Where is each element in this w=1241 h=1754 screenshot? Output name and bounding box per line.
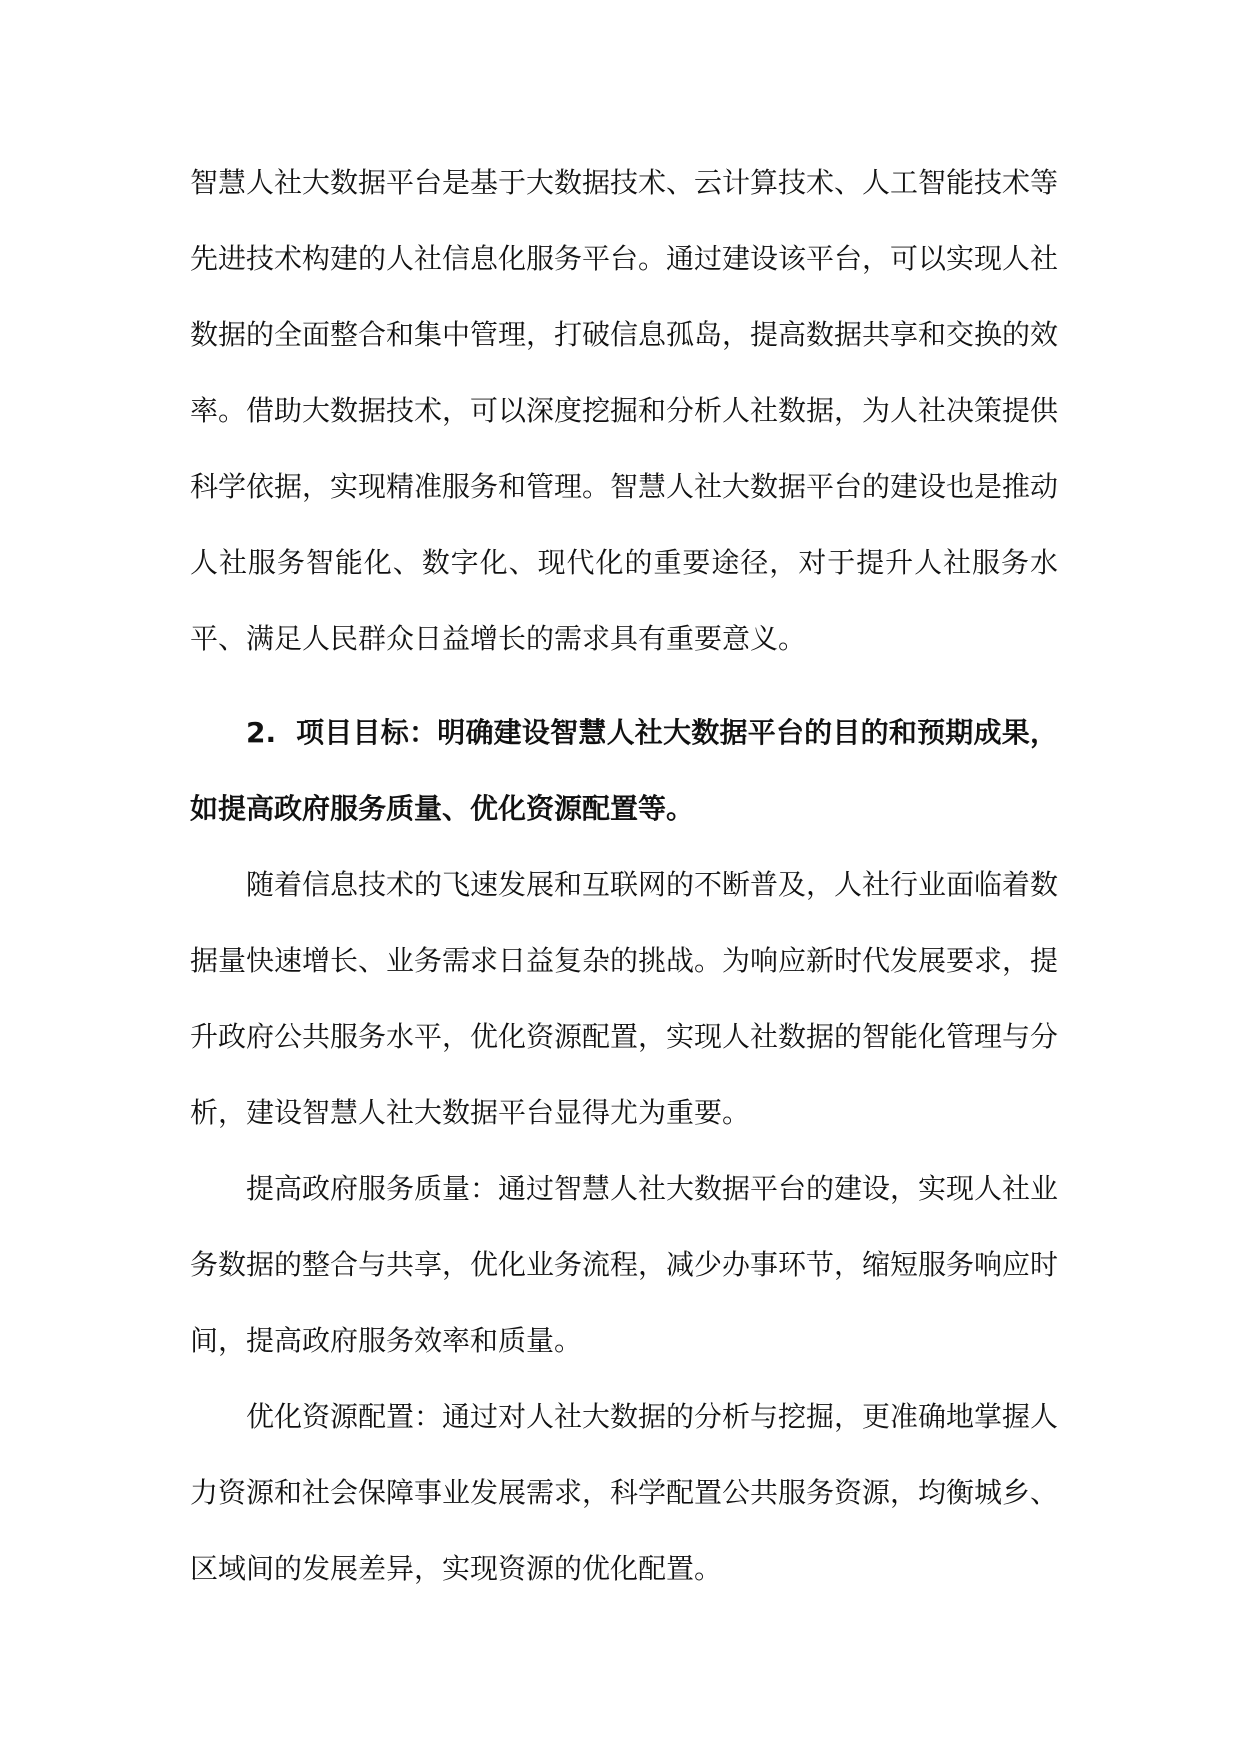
paragraph-intro: 智慧人社大数据平台是基于大数据技术、云计算技术、人工智能技术等先进技术构建的人社信息化服务平台。通过建设该平台，可以实现人社数据的全面整合和集中管理，打破信息孤岛，提高数据共享和交换的效率。借助大数据技术，可以深度挖掘和分析人社数据，为人社决策提供科学依据，实现精准服务和管理。智慧人社大数据平台的建设也是推动人社服务智能化、数字化、现代化的重要途径，对于提升人社服务水平、满足人民群众日益增长的需求具有重要意义。 xyxy=(190,166,1059,655)
paragraph-service-quality: 提高政府服务质量：通过智慧人社大数据平台的建设，实现人社业务数据的整合与共享，优化业务流程，减少办事环节，缩短服务响应时间，提高政府服务效率和质量。 xyxy=(190,1172,1059,1357)
section-number: 2. xyxy=(246,716,277,749)
paragraph-background: 随着信息技术的飞速发展和互联网的不断普及，人社行业面临着数据量快速增长、业务需求日益复杂的挑战。为响应新时代发展要求，提升政府公共服务水平，优化资源配置，实现人社数据的智能化管理与分析，建设智慧人社大数据平台显得尤为重要。 xyxy=(190,868,1059,1129)
paragraph-resource-allocation: 优化资源配置：通过对人社大数据的分析与挖掘，更准确地掌握人力资源和社会保障事业发展需求，科学配置公共服务资源，均衡城乡、区域间的发展差异，实现资源的优化配置。 xyxy=(190,1400,1059,1585)
section-heading xyxy=(190,695,1058,847)
document-body xyxy=(190,145,1058,1607)
section-title: 项目目标：明确建设智慧人社大数据平台的目的和预期成果，如提高政府服务质量、优化资源配置等。 xyxy=(190,716,1058,825)
